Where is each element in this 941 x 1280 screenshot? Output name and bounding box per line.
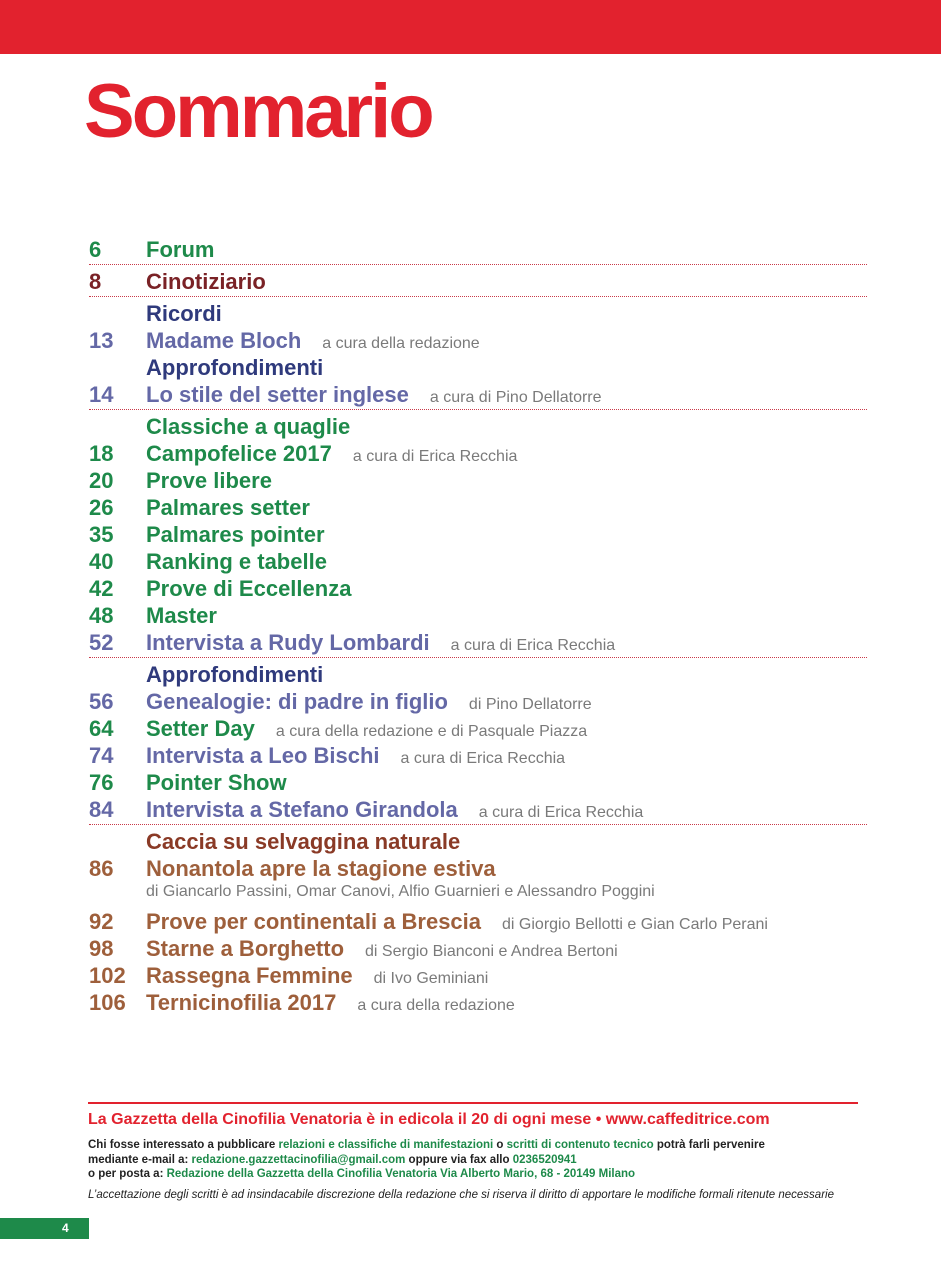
toc-page-number: 86 [89, 856, 114, 881]
toc-title: Palmares setter [146, 495, 310, 520]
toc-entry[interactable] [89, 797, 867, 825]
toc-entry[interactable] [89, 630, 867, 658]
toc-section-heading [89, 662, 867, 689]
toc-entry[interactable] [89, 237, 867, 265]
toc-page-number: 92 [89, 909, 114, 934]
toc-author: a cura di Pino Dellatorre [429, 389, 602, 406]
toc-title: Setter Day [146, 716, 255, 741]
toc-page-number: 26 [89, 495, 114, 520]
toc-title: Ternicinofilia 2017 [146, 990, 337, 1015]
toc-title: Nonantola apre la stagione estiva [146, 856, 496, 881]
footer-text: Chi fosse interessato a pubblicare [88, 1139, 276, 1151]
toc-title: Madame Bloch [146, 328, 302, 353]
footer-highlight: scritti di contenuto tecnico [506, 1139, 654, 1151]
toc-page-number: 35 [89, 522, 114, 547]
toc-page-number: 48 [89, 603, 114, 628]
footer-text: o per posta a: [88, 1168, 164, 1180]
toc-entry[interactable] [89, 576, 867, 603]
toc-entry[interactable] [89, 603, 867, 630]
toc-section-heading [89, 355, 867, 382]
footer-email-link[interactable]: redazione.gazzettacinofilia@gmail.com [191, 1153, 406, 1166]
toc-entry[interactable] [89, 909, 867, 936]
footer-disclaimer: L’accettazione degli scritti è ad insindacabile discrezione della redazione che si riserva il diritto di apportare le modifiche formali ritenute necessarie [88, 1188, 834, 1201]
toc-entry[interactable] [89, 328, 867, 355]
footer-headline[interactable]: La Gazzetta della Cinofilia Venatoria è in edicola il 20 di ogni mese • www.caffeditrice.com [88, 1111, 770, 1128]
toc-title: Palmares pointer [146, 522, 325, 547]
toc-author: a cura della redazione e di Pasquale Piazza [275, 723, 588, 740]
toc-entry[interactable] [89, 770, 867, 797]
footer [88, 1102, 858, 1201]
toc-page-number: 52 [89, 630, 114, 655]
toc-entry[interactable] [89, 441, 867, 468]
toc-title: Classiche a quaglie [146, 414, 351, 439]
toc-author: a cura della redazione [357, 997, 515, 1014]
toc-entry[interactable] [89, 468, 867, 495]
toc-author: di Giancarlo Passini, Omar Canovi, Alfio Guarnieri e Alessandro Poggini [146, 883, 655, 900]
toc-title: Approfondimenti [146, 662, 324, 687]
toc-page-number: 84 [89, 797, 114, 822]
footer-divider [88, 1102, 858, 1104]
toc-title: Campofelice 2017 [146, 441, 332, 466]
footer-text: mediante e-mail a: [88, 1153, 189, 1166]
toc-title: Rassegna Femmine [146, 963, 353, 988]
footer-line-3 [88, 1167, 858, 1182]
toc-page-number: 14 [89, 382, 114, 407]
footer-line-1 [88, 1138, 858, 1153]
toc-page-number: 8 [89, 269, 102, 294]
toc-page-number: 18 [89, 441, 114, 466]
footer-text: potrà farli pervenire [656, 1139, 765, 1151]
footer-fax-number: 0236520941 [512, 1153, 577, 1166]
toc-page-number: 106 [89, 990, 126, 1015]
toc-entry[interactable] [89, 990, 867, 1017]
toc-page-number: 6 [89, 237, 102, 262]
toc-author: a cura di Erica Recchia [400, 750, 566, 767]
toc-page-number: 20 [89, 468, 114, 493]
toc-entry[interactable] [89, 689, 867, 716]
toc-title: Prove libere [146, 468, 272, 493]
toc-page-number: 42 [89, 576, 114, 601]
toc-author-line [89, 883, 867, 909]
toc-title: Intervista a Rudy Lombardi [146, 630, 430, 655]
toc-title: Genealogie: di padre in figlio [146, 689, 448, 714]
toc-entry[interactable] [89, 743, 867, 770]
toc-entry[interactable] [89, 549, 867, 576]
toc-title: Ricordi [146, 301, 222, 326]
toc-section-heading [89, 829, 867, 856]
toc-entry[interactable] [89, 963, 867, 990]
toc-entry[interactable] [89, 495, 867, 522]
footer-text: o [496, 1139, 504, 1151]
toc-author: di Ivo Geminiani [373, 970, 489, 987]
toc-title: Caccia su selvaggina naturale [146, 829, 461, 854]
toc-title: Prove per continentali a Brescia [146, 909, 482, 934]
top-red-bar [0, 0, 941, 54]
toc-author: di Sergio Bianconi e Andrea Bertoni [365, 943, 618, 960]
footer-highlight: relazioni e classifiche di manifestazioni [278, 1139, 494, 1151]
toc-title: Prove di Eccellenza [146, 576, 352, 601]
toc-entry[interactable] [89, 856, 867, 883]
footer-postal-address: Redazione della Gazzetta della Cinofilia Venatoria Via Alberto Mario, 68 - 20149 Milano [166, 1168, 636, 1180]
toc-section-heading [89, 301, 867, 328]
toc-title: Ranking e tabelle [146, 549, 327, 574]
page-number-tab [0, 1218, 89, 1239]
toc-entry[interactable] [89, 269, 867, 297]
table-of-contents [89, 237, 867, 1017]
toc-section-heading [89, 414, 867, 441]
toc-title: Starne a Borghetto [146, 936, 345, 961]
toc-title: Intervista a Leo Bischi [146, 743, 380, 768]
toc-entry[interactable] [89, 716, 867, 743]
toc-author: a cura della redazione [322, 335, 480, 352]
page-title: Sommario [84, 69, 432, 154]
toc-entry[interactable] [89, 382, 867, 410]
toc-author: di Giorgio Bellotti e Gian Carlo Perani [502, 916, 768, 933]
footer-line-2 [88, 1153, 858, 1168]
toc-title: Master [146, 603, 217, 628]
toc-page-number: 13 [89, 328, 114, 353]
toc-title: Forum [146, 237, 215, 262]
toc-title: Pointer Show [146, 770, 287, 795]
toc-author: di Pino Dellatorre [468, 696, 592, 713]
footer-text: oppure via fax allo [408, 1153, 510, 1166]
toc-page-number: 64 [89, 716, 114, 741]
toc-entry[interactable] [89, 936, 867, 963]
toc-page-number: 40 [89, 549, 114, 574]
page-number: 4 [62, 1221, 69, 1235]
toc-page-number: 74 [89, 743, 114, 768]
toc-title: Lo stile del setter inglese [146, 382, 409, 407]
toc-author: a cura di Erica Recchia [478, 804, 644, 821]
toc-page-number: 76 [89, 770, 114, 795]
toc-author: a cura di Erica Recchia [450, 637, 616, 654]
toc-page-number: 56 [89, 689, 114, 714]
toc-page-number: 98 [89, 936, 114, 961]
toc-title: Intervista a Stefano Girandola [146, 797, 458, 822]
toc-author: a cura di Erica Recchia [352, 448, 518, 465]
toc-title: Cinotiziario [146, 269, 266, 294]
toc-entry[interactable] [89, 522, 867, 549]
toc-page-number: 102 [89, 963, 126, 988]
toc-title: Approfondimenti [146, 355, 324, 380]
